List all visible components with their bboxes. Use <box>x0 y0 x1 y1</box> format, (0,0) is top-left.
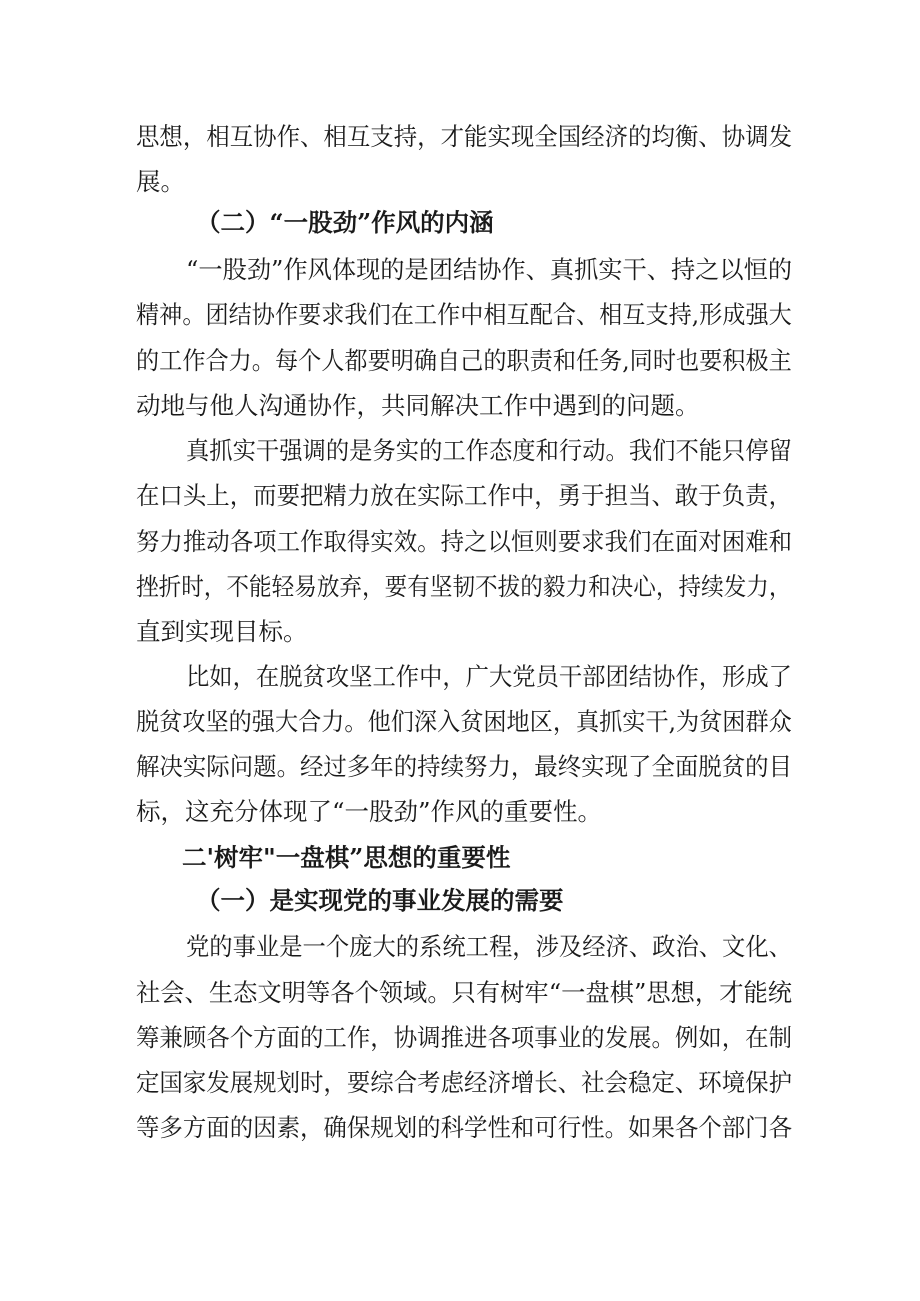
subsection-heading: （一）是实现党的事业发展的需要 <box>196 886 564 915</box>
body-text-line: “一股劲”作风体现的是团结协作、真抓实干、持之以恒的 <box>186 255 793 284</box>
body-text-line: 定国家发展规划时，要综合考虑经济增长、社会稳定、环境保护 <box>136 1068 793 1097</box>
body-text-line: 直到实现目标。 <box>136 617 308 646</box>
body-text-line: 筹兼顾各个方面的工作，协调推进各项事业的发展。例如，在制 <box>136 1023 793 1052</box>
body-text-line: 党的事业是一个庞大的系统工程，涉及经济、政治、文化、 <box>186 932 792 961</box>
body-text-line: 真抓实干强调的是务实的工作态度和行动。我们不能只停留 <box>186 436 792 465</box>
body-text-line: 比如，在脱贫攻坚工作中，广大党员干部团结协作，形成了 <box>186 662 792 691</box>
section-heading: （二）“一股劲”作风的内涵 <box>196 208 494 237</box>
body-text-line: 解决实际问题。经过多年的持续努力，最终实现了全面脱贫的目 <box>136 752 793 781</box>
body-text-line: 社会、生态文明等各个领域。只有树牢“一盘棋”思想，才能统 <box>136 978 793 1007</box>
body-text-line: 精神。团结协作要求我们在工作中相互配合、相互支持,形成强大 <box>136 300 792 329</box>
body-text-line: 展。 <box>136 167 185 196</box>
body-text-line: 脱贫攻坚的强大合力。他们深入贫困地区，真抓实干,为贫困群众 <box>136 707 792 736</box>
body-text-line: 努力推动各项工作取得实效。持之以恒则要求我们在面对困难和 <box>136 527 793 556</box>
body-text-line: 的工作合力。每个人都要明确自己的职责和任务,同时也要积极主 <box>136 346 792 375</box>
section-heading: 二'树牢"一盘棋”思想的重要性 <box>182 843 511 872</box>
body-text-line: 思想，相互协作、相互支持，才能实现全国经济的均衡、协调发 <box>136 122 793 151</box>
body-text-line: 动地与他人沟通协作，共同解决工作中遇到的问题。 <box>136 391 700 420</box>
body-text-line: 挫折时，不能轻易放弃，要有坚韧不拔的毅力和决心，持续发力， <box>136 572 792 601</box>
body-text-line: 标，这充分体现了“一股劲”作风的重要性。 <box>136 797 603 826</box>
body-text-line: 等多方面的因素，确保规划的科学性和可行性。如果各个部门各 <box>136 1113 793 1142</box>
body-text-line: 在口头上，而要把精力放在实际工作中，勇于担当、敢于负责， <box>136 481 793 510</box>
